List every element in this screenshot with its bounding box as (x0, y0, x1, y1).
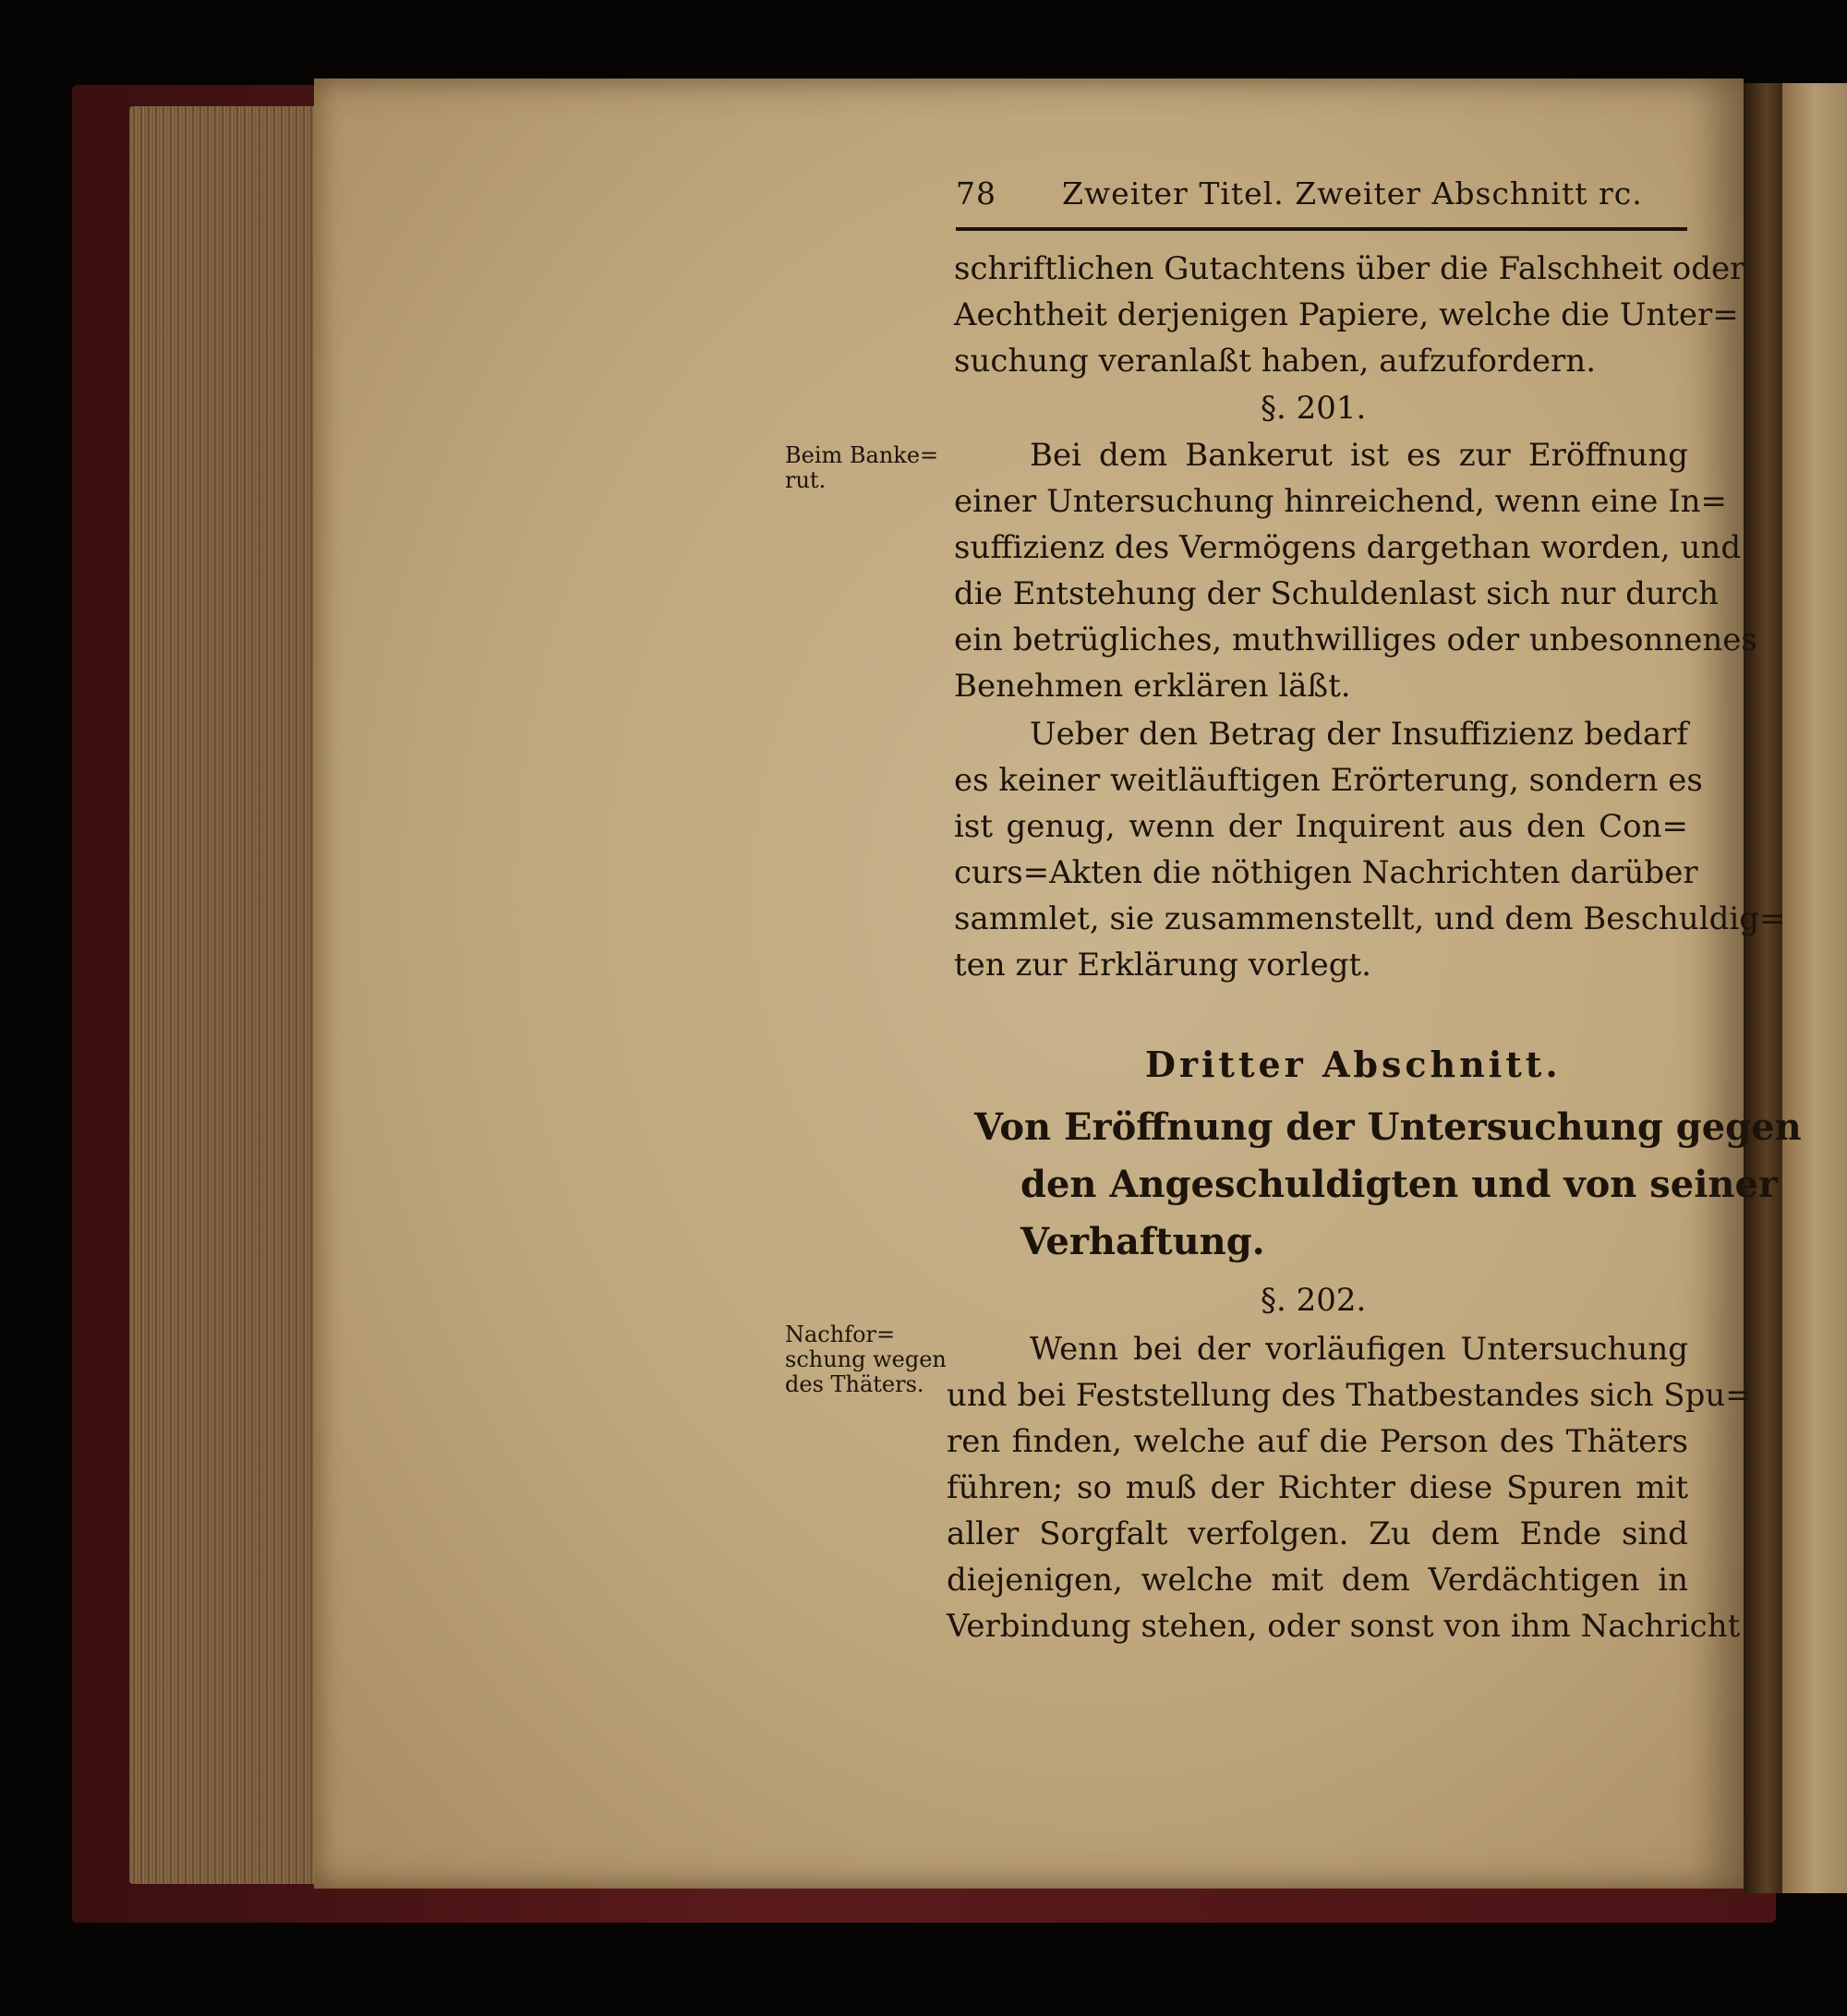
text-line: curs=Akten die nöthigen Nachrichten darüber (954, 854, 1698, 891)
running-head (956, 175, 1685, 211)
text-line: ist genug, wenn der Inquirent aus den Con= (954, 808, 1688, 845)
text-line: es keiner weitläuftigen Erörterung, sondern es (954, 762, 1703, 799)
section-number-202: §. 202. (1261, 1282, 1367, 1319)
text-line: ten zur Erklärung vorlegt. (954, 947, 1371, 984)
margin-note-202 (785, 1322, 947, 1397)
text-line: aller Sorgfalt verfolgen. Zu dem Ende sind (947, 1515, 1688, 1552)
chapter-subtitle-line: Verhaftung. (1020, 1220, 1265, 1263)
text-line: die Entstehung der Schuldenlast sich nur durch (954, 575, 1720, 612)
text-line: suffizienz des Vermögens dargethan worden, und (954, 529, 1742, 566)
text-line: und bei Feststellung des Thatbestandes sich Spu= (947, 1377, 1752, 1414)
chapter-subtitle-line: Von Eröffnung der Untersuchung gegen (974, 1105, 1802, 1149)
chapter-title: Dritter Abschnitt. (1145, 1044, 1562, 1085)
text-line: diejenigen, welche mit dem Verdächtigen in (947, 1562, 1688, 1599)
text-line: ein betrügliches, muthwilliges oder unbesonnenes (954, 622, 1757, 658)
text-line: schriftlichen Gutachtens über die Falschheit oder (954, 250, 1745, 287)
running-head-title: Zweiter Titel. Zweiter Abschnitt rc. (1062, 175, 1643, 211)
text-line: Wenn bei der vorläufigen Untersuchung (1030, 1331, 1688, 1368)
text-line: sammlet, sie zusammenstellt, und dem Beschuldig= (954, 900, 1786, 937)
text-line: führen; so muß der Richter diese Spuren mit (947, 1469, 1688, 1506)
text-line: Aechtheit derjenigen Papiere, welche die Unter= (954, 296, 1739, 333)
margin-note-line: Nachfor= (785, 1322, 896, 1347)
margin-note-line: schung wegen (785, 1346, 947, 1372)
text-line: ren finden, welche auf die Person des Thäters (947, 1423, 1688, 1460)
text-line: Ueber den Betrag der Insuffizienz bedarf (1030, 716, 1688, 753)
text-line: Benehmen erklären läßt. (954, 668, 1351, 705)
page-number: 78 (956, 175, 996, 211)
header-rule (956, 227, 1687, 231)
text-line: einer Untersuchung hinreichend, wenn eine In= (954, 483, 1728, 520)
text-line: suchung veranlaßt haben, aufzufordern. (954, 343, 1597, 380)
section-number-201: §. 201. (1261, 390, 1367, 427)
margin-note-line: rut. (785, 467, 827, 493)
chapter-subtitle-line: den Angeschuldigten und von seiner (1020, 1163, 1779, 1206)
text-line: Verbindung stehen, oder sonst von ihm Nachricht (947, 1608, 1741, 1645)
text-line: Bei dem Bankerut ist es zur Eröffnung (1030, 437, 1688, 474)
margin-note-201 (785, 443, 938, 493)
margin-note-line: des Thäters. (785, 1371, 924, 1397)
margin-note-line: Beim Banke= (785, 442, 939, 468)
